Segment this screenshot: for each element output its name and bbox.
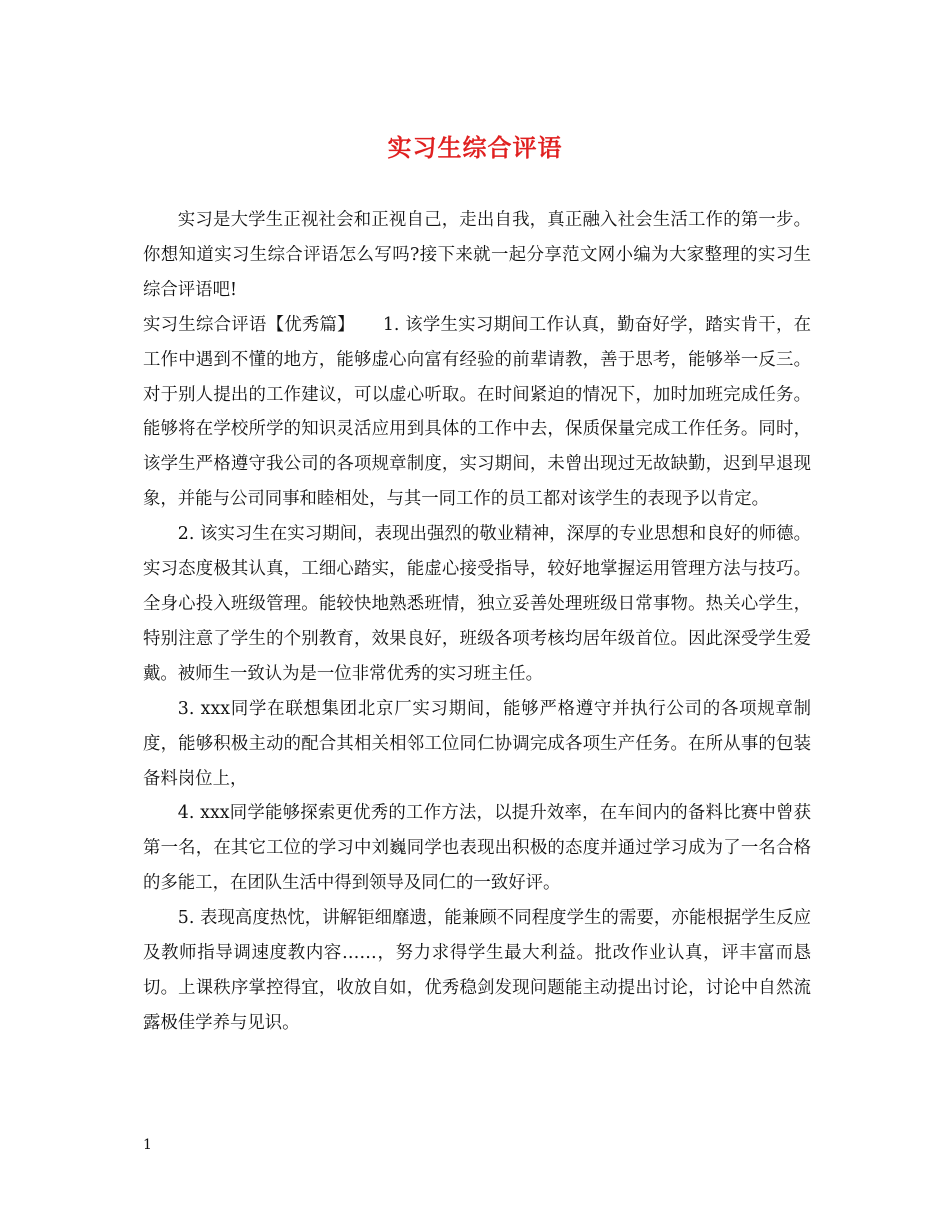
paragraph-2: 2. 该实习生在实习期间，表现出强烈的敬业精神，深厚的专业思想和良好的师德。实习态度极其认真，工细心踏实，能虚心接受指导，较好地掌握运用管理方法与技巧。全身心投入班级管理。能较快地熟悉班情，独立妥善处理班级日常事物。热关心学生，特别注意了学生的个别教育，效果良好，班级各项考核均居年级首位。因此深受学生爱戴。被师生一致认为是一位非常优秀的实习班主任。: [143, 524, 811, 684]
document-body: [143, 203, 811, 1041]
paragraph-5: 5. 表现高度热忱，讲解钜细靡遗，能兼顾不同程度学生的需要，亦能根据学生反应及教师指导调速度教内容……，努力求得学生最大利益。批改作业认真，评丰富而恳切。上课秩序掌控得宜，收放自如，优秀稳剑发现问题能主动提出讨论，讨论中自然流露极佳学养与见识。: [143, 908, 811, 1033]
paragraph-3: 3. xxx同学在联想集团北京厂实习期间，能够严格遵守并执行公司的各项规章制度，能够积极主动的配合其相关相邻工位同仁协调完成各项生产任务。在所从事的包装备料岗位上，: [143, 698, 811, 789]
page-number: 1: [143, 1137, 152, 1153]
paragraph-1: 1. 该学生实习期间工作认真，勤奋好学，踏实肯干，在工作中遇到不懂的地方，能够虚心向富有经验的前辈请教，善于思考，能够举一反三。对于别人提出的工作建议，可以虚心听取。在时间紧迫的情况下，加时加班完成任务。能够将在学校所学的知识灵活应用到具体的工作中去，保质保量完成工作任务。同时，该学生严格遵守我公司的各项规章制度，实习期间，未曾出现过无故缺勤，迟到早退现象，并能与公司同事和睦相处，与其一同工作的员工都对该学生的表现予以肯定。: [143, 314, 811, 510]
paragraph-4: 4. xxx同学能够探索更优秀的工作方法，以提升效率，在车间内的备料比赛中曾获第一名，在其它工位的学习中刘巍同学也表现出积极的态度并通过学习成为了一名合格的多能工，在团队生活中得到领导及同仁的一致好评。: [143, 803, 811, 894]
section-heading: 实习生综合评语【优秀篇】: [143, 314, 355, 335]
document-title: 实习生综合评语: [387, 133, 563, 162]
section-first-paragraph: [143, 308, 811, 517]
intro-paragraph: 实习是大学生正视社会和正视自己，走出自我，真正融入社会生活工作的第一步。你想知道实习生综合评语怎么写吗?接下来就一起分享范文网小编为大家整理的实习生综合评语吧!: [143, 210, 811, 300]
